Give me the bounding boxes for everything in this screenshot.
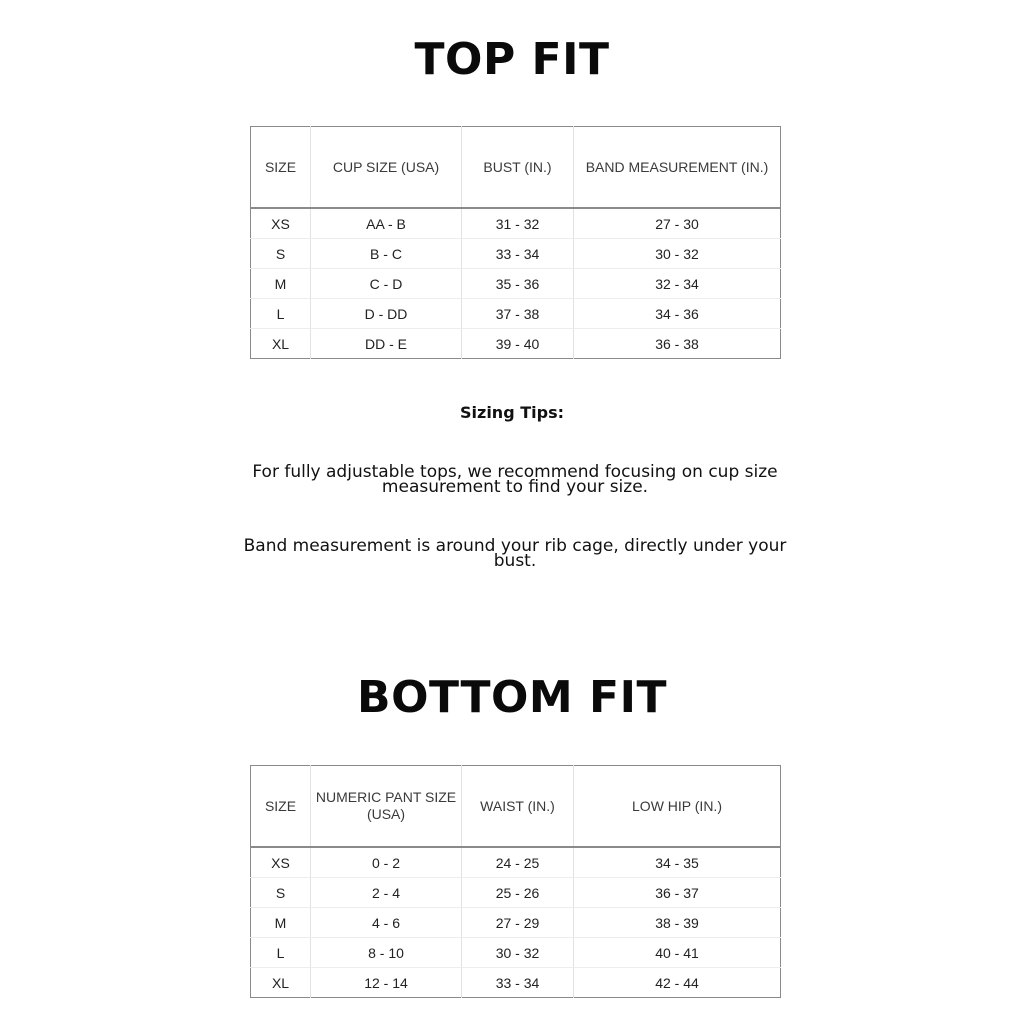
cup-size-cell: C - D [311,269,462,299]
table-row [251,299,781,329]
size-cell: L [251,299,311,329]
size-cell: M [251,269,311,299]
bust-cell: 31 - 32 [462,208,574,239]
top-fit-table [250,126,781,359]
bottom-fit-table [250,765,781,998]
waist-cell: 33 - 34 [462,968,574,998]
low-hip-cell: 42 - 44 [655,974,699,991]
column-header-size: SIZE [251,766,311,848]
low-hip-cell: 40 - 41 [574,938,781,968]
band-cell: 34 - 36 [574,299,781,329]
cup-size-cell: B - C [311,239,462,269]
table-row [251,968,781,998]
cup-size-cell: DD - E [311,329,462,359]
band-cell: 32 - 34 [574,269,781,299]
bust-cell: 39 - 40 [462,329,574,359]
table-row [251,847,781,878]
table-row [251,269,781,299]
size-cell: XS [251,208,311,239]
size-cell: XL [251,329,311,359]
cup-size-cell: AA - B [311,208,462,239]
band-cell: 36 - 38 [655,335,699,352]
table-row [251,208,781,239]
bottom-fit-heading: BOTTOM FIT [357,672,667,723]
pant-size-cell: 4 - 6 [311,908,462,938]
bust-cell: 37 - 38 [462,299,574,329]
sizing-tip-band-measurement: Band measurement is around your rib cage, directly under your bust. [243,536,787,571]
table-header-row [251,766,781,848]
column-header-cup-size: CUP SIZE (USA) [311,127,462,209]
band-cell: 30 - 32 [574,239,781,269]
column-header-numeric-pant-size: NUMERIC PANT SIZE (USA) [311,766,462,848]
table-row [251,239,781,269]
waist-cell: 30 - 32 [462,938,574,968]
size-cell: S [251,878,311,908]
pant-size-cell: 0 - 2 [311,847,462,878]
table-row [251,908,781,938]
column-header-low-hip: LOW HIP (IN.) [574,766,781,848]
size-cell: M [251,908,311,938]
waist-cell: 27 - 29 [462,908,574,938]
bust-cell: 35 - 36 [462,269,574,299]
cup-size-cell: D - DD [311,299,462,329]
waist-cell: 24 - 25 [462,847,574,878]
band-cell: 27 - 30 [574,208,781,239]
size-cell: S [251,239,311,269]
column-header-band-measurement: BAND MEASUREMENT (IN.) [574,127,781,209]
column-header-waist: WAIST (IN.) [462,766,574,848]
table-header-row [251,127,781,209]
sizing-tips-title: Sizing Tips: [460,403,564,422]
bust-cell: 33 - 34 [462,239,574,269]
column-header-bust: BUST (IN.) [462,127,574,209]
pant-size-cell: 2 - 4 [311,878,462,908]
pant-size-cell: 12 - 14 [311,968,462,998]
pant-size-cell: 8 - 10 [311,938,462,968]
size-cell: XL [251,968,311,998]
sizing-tip-cup-size: For fully adjustable tops, we recommend focusing on cup size measurement to find your size. [252,462,778,497]
size-cell: L [251,938,311,968]
column-header-size: SIZE [251,127,311,209]
low-hip-cell: 36 - 37 [574,878,781,908]
table-row [251,938,781,968]
top-fit-heading: TOP FIT [414,34,610,85]
low-hip-cell: 34 - 35 [574,847,781,878]
size-cell: XS [251,847,311,878]
table-row [251,329,781,359]
low-hip-cell: 38 - 39 [574,908,781,938]
table-row [251,878,781,908]
waist-cell: 25 - 26 [462,878,574,908]
